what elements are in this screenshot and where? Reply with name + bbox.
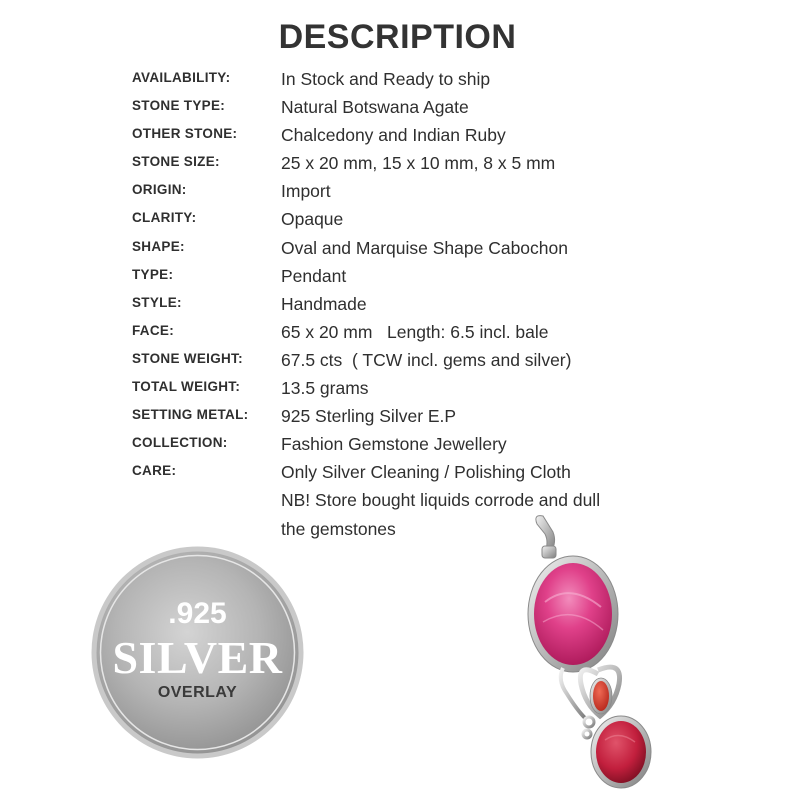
spec-value: Only Silver Cleaning / Polishing Cloth xyxy=(281,462,571,483)
spec-value: 25 x 20 mm, 15 x 10 mm, 8 x 5 mm xyxy=(281,153,556,174)
spec-label: STYLE: xyxy=(132,294,182,310)
spec-value: 65 x 20 mm Length: 6.5 incl. bale xyxy=(281,321,549,342)
spec-label: CLARITY: xyxy=(132,210,197,226)
spec-label: TYPE: xyxy=(132,266,174,282)
spec-label: COLLECTION: xyxy=(132,435,228,451)
spec-value: 67.5 cts ( TCW incl. gems and silver) xyxy=(281,349,572,370)
care-note-line1: NB! Store bought liquids corrode and dull xyxy=(281,490,601,511)
spec-label: AVAILABILITY: xyxy=(132,70,231,85)
spec-value: Pendant xyxy=(281,265,347,286)
spec-label: TOTAL WEIGHT: xyxy=(132,379,241,395)
badge-overlay: OVERLAY xyxy=(157,684,238,701)
spec-value: Opaque xyxy=(281,209,344,230)
spec-label: SETTING METAL: xyxy=(132,407,249,423)
spec-value: 925 Sterling Silver E.P xyxy=(281,406,457,427)
spec-value: Chalcedony and Indian Ruby xyxy=(281,125,506,146)
spec-value: 13.5 grams xyxy=(281,378,369,399)
spec-value: Handmade xyxy=(281,293,367,314)
spec-label: STONE SIZE: xyxy=(132,154,220,170)
spec-label: SHAPE: xyxy=(132,238,185,254)
spec-value: Import xyxy=(281,181,331,202)
spec-value: Fashion Gemstone Jewellery xyxy=(281,434,507,455)
care-note-line2: the gemstones xyxy=(281,518,396,539)
spec-value: Oval and Marquise Shape Cabochon xyxy=(281,237,568,258)
badge-purity: .925 xyxy=(168,597,227,630)
badge-silver: SILVER xyxy=(112,632,283,683)
pendant-image xyxy=(515,512,665,797)
spec-label: STONE TYPE: xyxy=(132,98,226,114)
spec-label: OTHER STONE: xyxy=(132,126,238,142)
silver-overlay-badge xyxy=(90,545,305,760)
spec-label: ORIGIN: xyxy=(132,182,187,198)
spec-label: STONE WEIGHT: xyxy=(132,350,243,366)
spec-value: In Stock and Ready to ship xyxy=(281,69,491,89)
spec-value: Natural Botswana Agate xyxy=(281,97,469,118)
spec-label: CARE: xyxy=(132,463,177,479)
page-title: DESCRIPTION xyxy=(278,18,517,56)
spec-label: FACE: xyxy=(132,322,174,338)
